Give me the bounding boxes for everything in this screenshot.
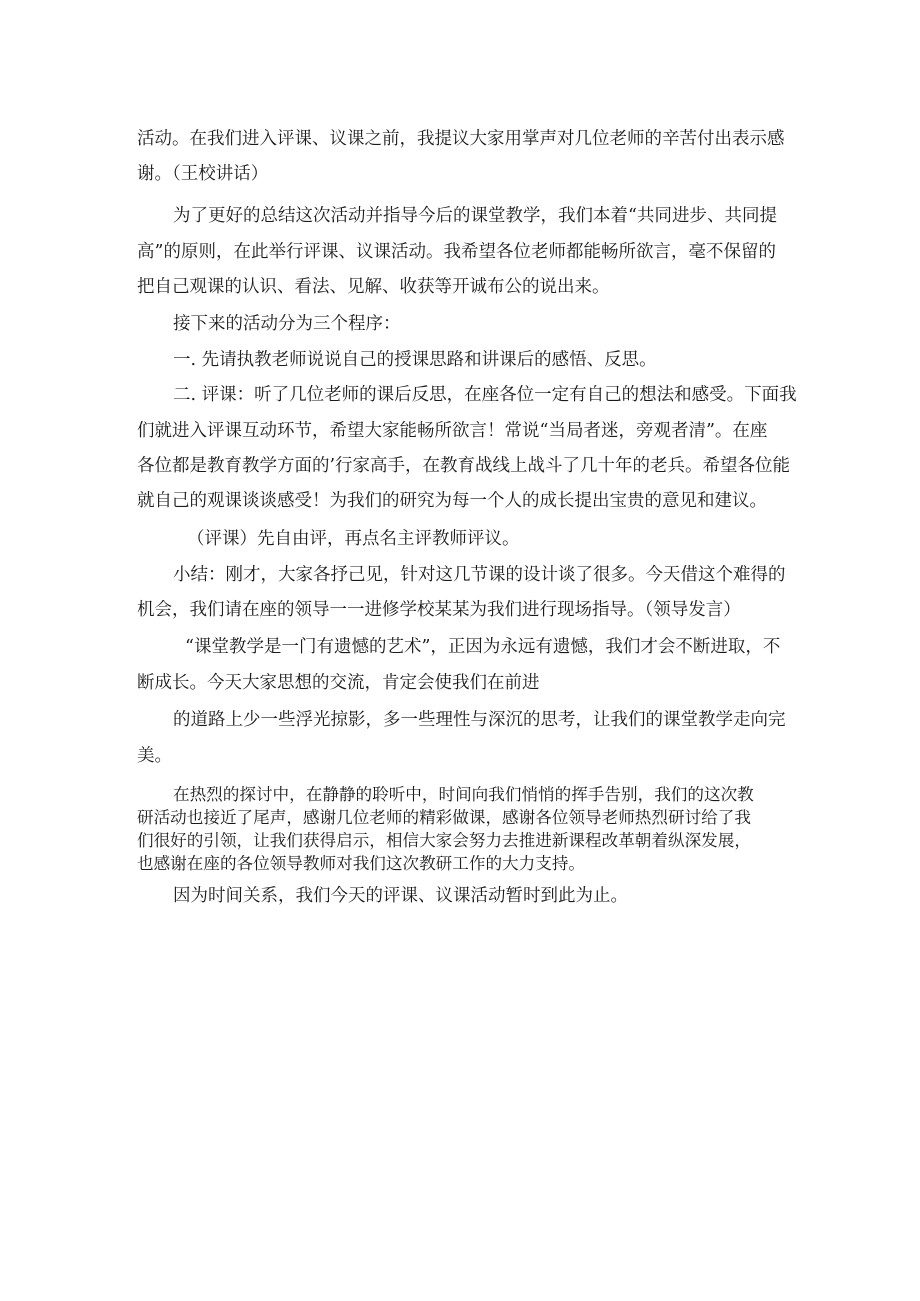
text-line: 各位都是教育教学方面的’行家高手，在教育战线上战斗了几十年的老兵。希望各位能 xyxy=(137,456,791,476)
text-line: 在热烈的探讨中，在静静的聆听中，时间向我们悄悄的挥手告别，我们的这次教 xyxy=(173,785,754,804)
text-line: 一. 先请执教老师说说自己的授课思路和讲课后的感悟、反思。 xyxy=(173,350,657,370)
text-line: “课堂教学是一门有遗憾的艺术”，正因为永远有遗憾，我们才会不断进取，不 xyxy=(185,637,781,657)
text-line: 的道路上少一些浮光掠影，多一些理性与深沉的思考，让我们的课堂教学走向完 xyxy=(173,710,786,730)
text-line: 二. 评课：听了几位老师的课后反思，在座各位一定有自己的想法和感受。下面我 xyxy=(173,385,797,405)
text-line: 小结：刚才，大家各抒己见，针对这几节课的设计谈了很多。今天借这个难得的 xyxy=(173,565,786,585)
text-line: 活动。在我们进入评课、议课之前，我提议大家用掌声对几位老师的辛苦付出表示感 xyxy=(137,129,785,149)
text-line: 也感谢在座的各位领导教师对我们这次教研工作的大力支持。 xyxy=(137,854,586,873)
text-line: 就自己的观课谈谈感受！为我们的研究为每一个人的成长提出宝贵的意见和建议。 xyxy=(137,491,767,511)
text-line: 为了更好的总结这次活动并指导今后的课堂教学，我们本着“共同进步、共同提 xyxy=(173,206,777,226)
text-line: 们很好的引领，让我们获得启示，相信大家会努力去推进新课程改革朝着纵深发展， xyxy=(137,831,751,850)
text-line: 机会，我们请在座的领导一一进修学校某某为我们进行现场指导。（领导发言） xyxy=(137,600,741,620)
text-line: 把自己观课的认识、看法、见解、收获等开诚布公的说出来。 xyxy=(137,277,610,297)
text-line: 接下来的活动分为三个程序： xyxy=(173,314,401,334)
text-line: 美。 xyxy=(137,746,172,766)
text-line: 断成长。今天大家思想的交流，肯定会使我们在前进 xyxy=(137,673,540,693)
text-line: 们就进入评课互动环节，希望大家能畅所欲言！常说“当局者迷，旁观者清”。在座 xyxy=(137,421,768,441)
text-line: 高”的原则，在此举行评课、议课活动。我希望各位老师都能畅所欲言，毫不保留的 xyxy=(137,242,776,262)
text-line: 研活动也接近了尾声，感谢几位老师的精彩做课，感谢各位领导老师热烈研讨给了我 xyxy=(137,808,751,827)
text-line: 因为时间关系，我们今天的评课、议课活动暂时到此为止。 xyxy=(173,886,628,906)
text-line: （评课）先自由评，再点名主评教师评议。 xyxy=(187,529,520,549)
text-line: 谢。（王校讲话） xyxy=(137,164,269,184)
